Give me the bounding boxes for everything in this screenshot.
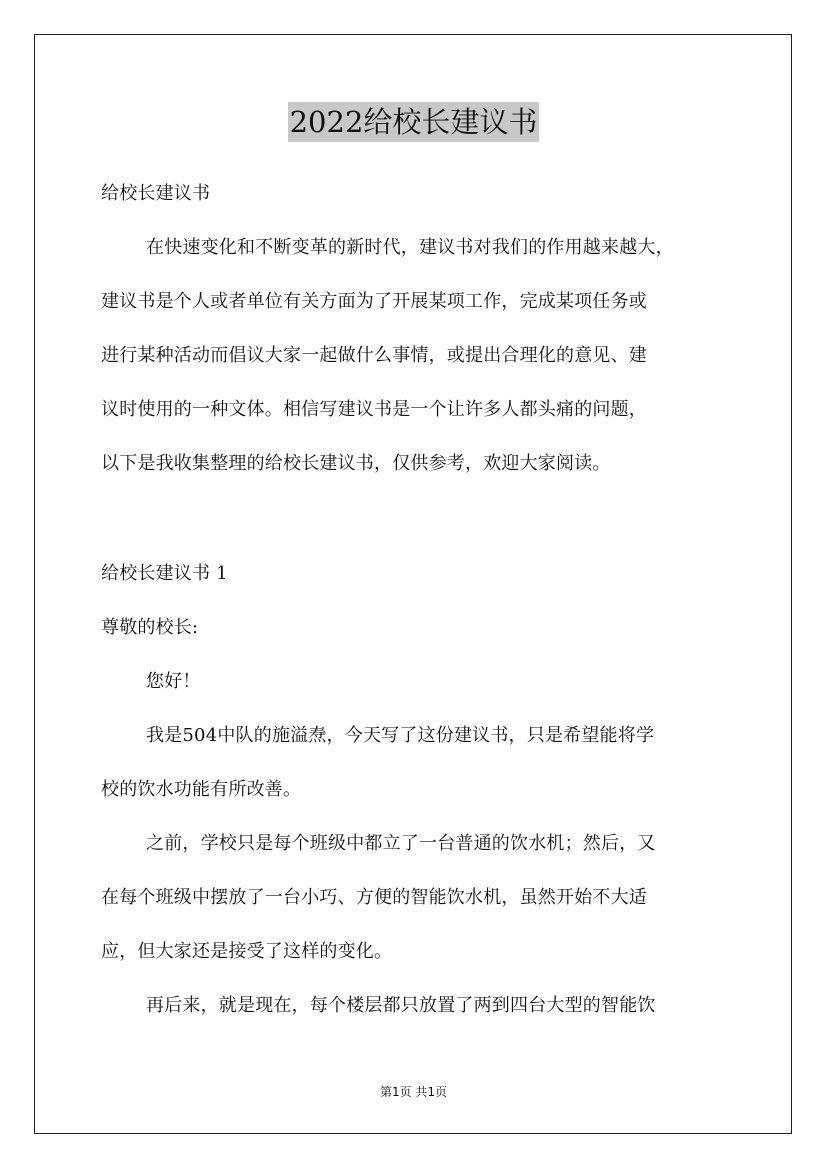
- body-line: 校的饮水功能有所改善。: [101, 779, 302, 800]
- intro-line: 建议书是个人或者单位有关方面为了开展某项工作，完成某项任务或: [101, 291, 647, 312]
- intro-line: 进行某种活动而倡议大家一起做什么事情，或提出合理化的意见、建: [101, 345, 647, 366]
- salutation: 尊敬的校长:: [101, 617, 199, 638]
- title-container: [0, 102, 827, 142]
- document-title: 2022给校长建议书: [288, 102, 540, 142]
- page-footer: 第1页 共1页: [379, 1085, 448, 1099]
- body-line: 在每个班级中摆放了一台小巧、方便的智能饮水机，虽然开始不大适: [101, 887, 647, 908]
- intro-line: 以下是我收集整理的给校长建议书，仅供参考，欢迎大家阅读。: [101, 453, 611, 474]
- body-line: 之前，学校只是每个班级中都立了一台普通的饮水机；然后，又: [146, 833, 656, 854]
- body-line: 我是504中队的施溢焘，今天写了这份建议书，只是希望能将学: [146, 725, 655, 746]
- intro-line: 议时使用的一种文体。相信写建议书是一个让许多人都头痛的问题，: [101, 399, 647, 420]
- greeting: 您好！: [146, 671, 201, 692]
- intro-line: 在快速变化和不断变革的新时代，建议书对我们的作用越来越大，: [146, 237, 674, 258]
- body-line: 应，但大家还是接受了这样的变化。: [101, 941, 393, 962]
- section-heading: 给校长建议书 1: [101, 563, 228, 584]
- subheading: 给校长建议书: [101, 183, 211, 204]
- body-line: 再后来，就是现在，每个楼层都只放置了两到四台大型的智能饮: [146, 995, 656, 1016]
